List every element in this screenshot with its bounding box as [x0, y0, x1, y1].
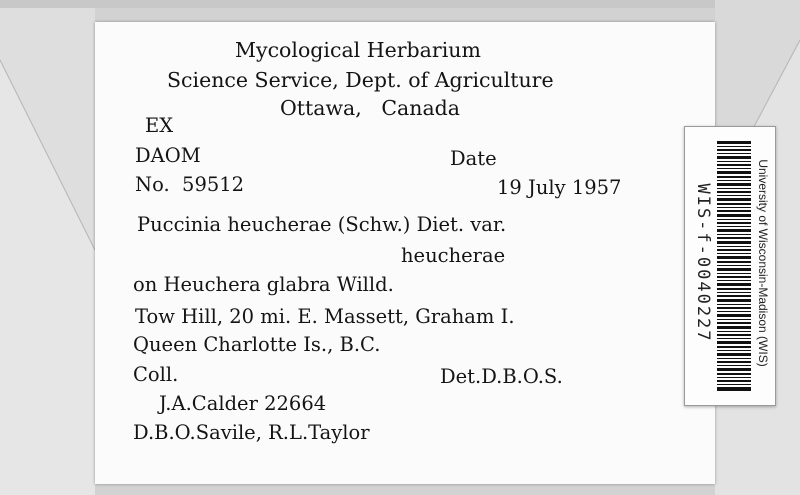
collector-number: J.A.Calder 22664 — [159, 392, 327, 415]
collector-heading: Coll. — [133, 363, 179, 386]
institution-location: Ottawa, Canada — [280, 96, 461, 120]
locality-line-1: Tow Hill, 20 mi. E. Massett, Graham I. — [135, 305, 515, 328]
host-plant: on Heuchera glabra Willd. — [133, 273, 394, 296]
barcode-institution: University of Wisconsin-Madison (WIS) — [756, 159, 770, 367]
accession-number: No. 59512 — [135, 173, 245, 196]
herbarium-code: DAOM — [135, 144, 201, 167]
locality-line-2: Queen Charlotte Is., B.C. — [133, 333, 381, 356]
institution-department: Science Service, Dept. of Agriculture — [167, 68, 554, 92]
taxon-variety: heucherae — [401, 244, 506, 267]
specimen-label — [95, 22, 715, 484]
institution-name: Mycological Herbarium — [235, 38, 481, 62]
collection-date: 19 July 1957 — [497, 176, 622, 199]
ex-label: EX — [145, 114, 174, 137]
barcode-tag — [684, 126, 776, 406]
determiner: Det.D.B.O.S. — [440, 365, 563, 388]
collector-names: D.B.O.Savile, R.L.Taylor — [133, 421, 370, 444]
barcode-icon — [717, 141, 751, 391]
date-heading: Date — [450, 147, 497, 170]
taxon-name: Puccinia heucherae (Schw.) Diet. var. — [137, 213, 507, 236]
catalog-number: WIS-f-0040227 — [693, 183, 713, 343]
